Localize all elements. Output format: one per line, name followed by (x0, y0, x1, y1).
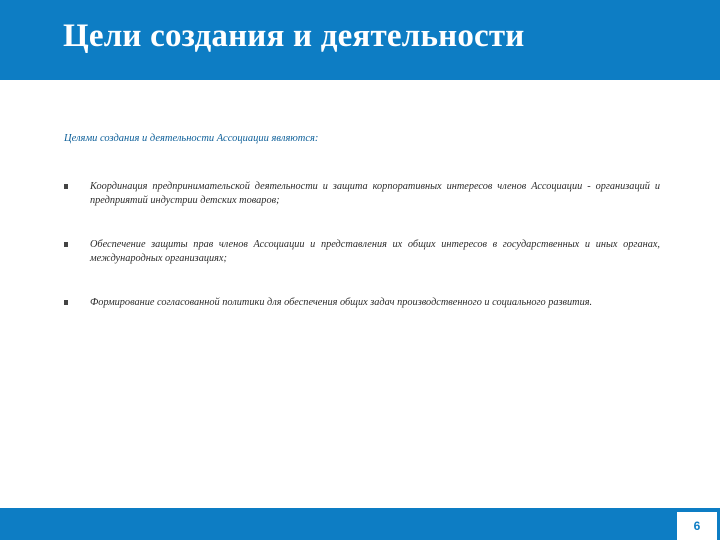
list-item-text: Формирование согласованной политики для обеспечения общих задач производственного и социального развития. (90, 297, 593, 308)
square-bullet-icon (64, 184, 68, 189)
list-item (64, 296, 660, 354)
page-number: 6 (693, 519, 701, 533)
footer-bar (0, 508, 720, 540)
slide-title: Цели создания и деятельности (63, 18, 525, 54)
list-item-text: Обеспечение защиты прав членов Ассоциации и представления их общих интересов в государственных и иных органах, международных организациях; (90, 239, 660, 264)
square-bullet-icon (64, 242, 68, 247)
square-bullet-icon (64, 300, 68, 305)
intro-text: Целями создания и деятельности Ассоциации являются: (64, 133, 319, 144)
title-bar (0, 0, 720, 80)
list-item (64, 238, 660, 296)
list-item (64, 180, 660, 238)
list-item-text: Координация предпринимательской деятельности и защита корпоративных интересов членов Ассоциации - организаций и предприятий индустрии детских товаров; (90, 181, 660, 206)
page-number-box (677, 512, 717, 540)
goals-list (64, 180, 660, 354)
